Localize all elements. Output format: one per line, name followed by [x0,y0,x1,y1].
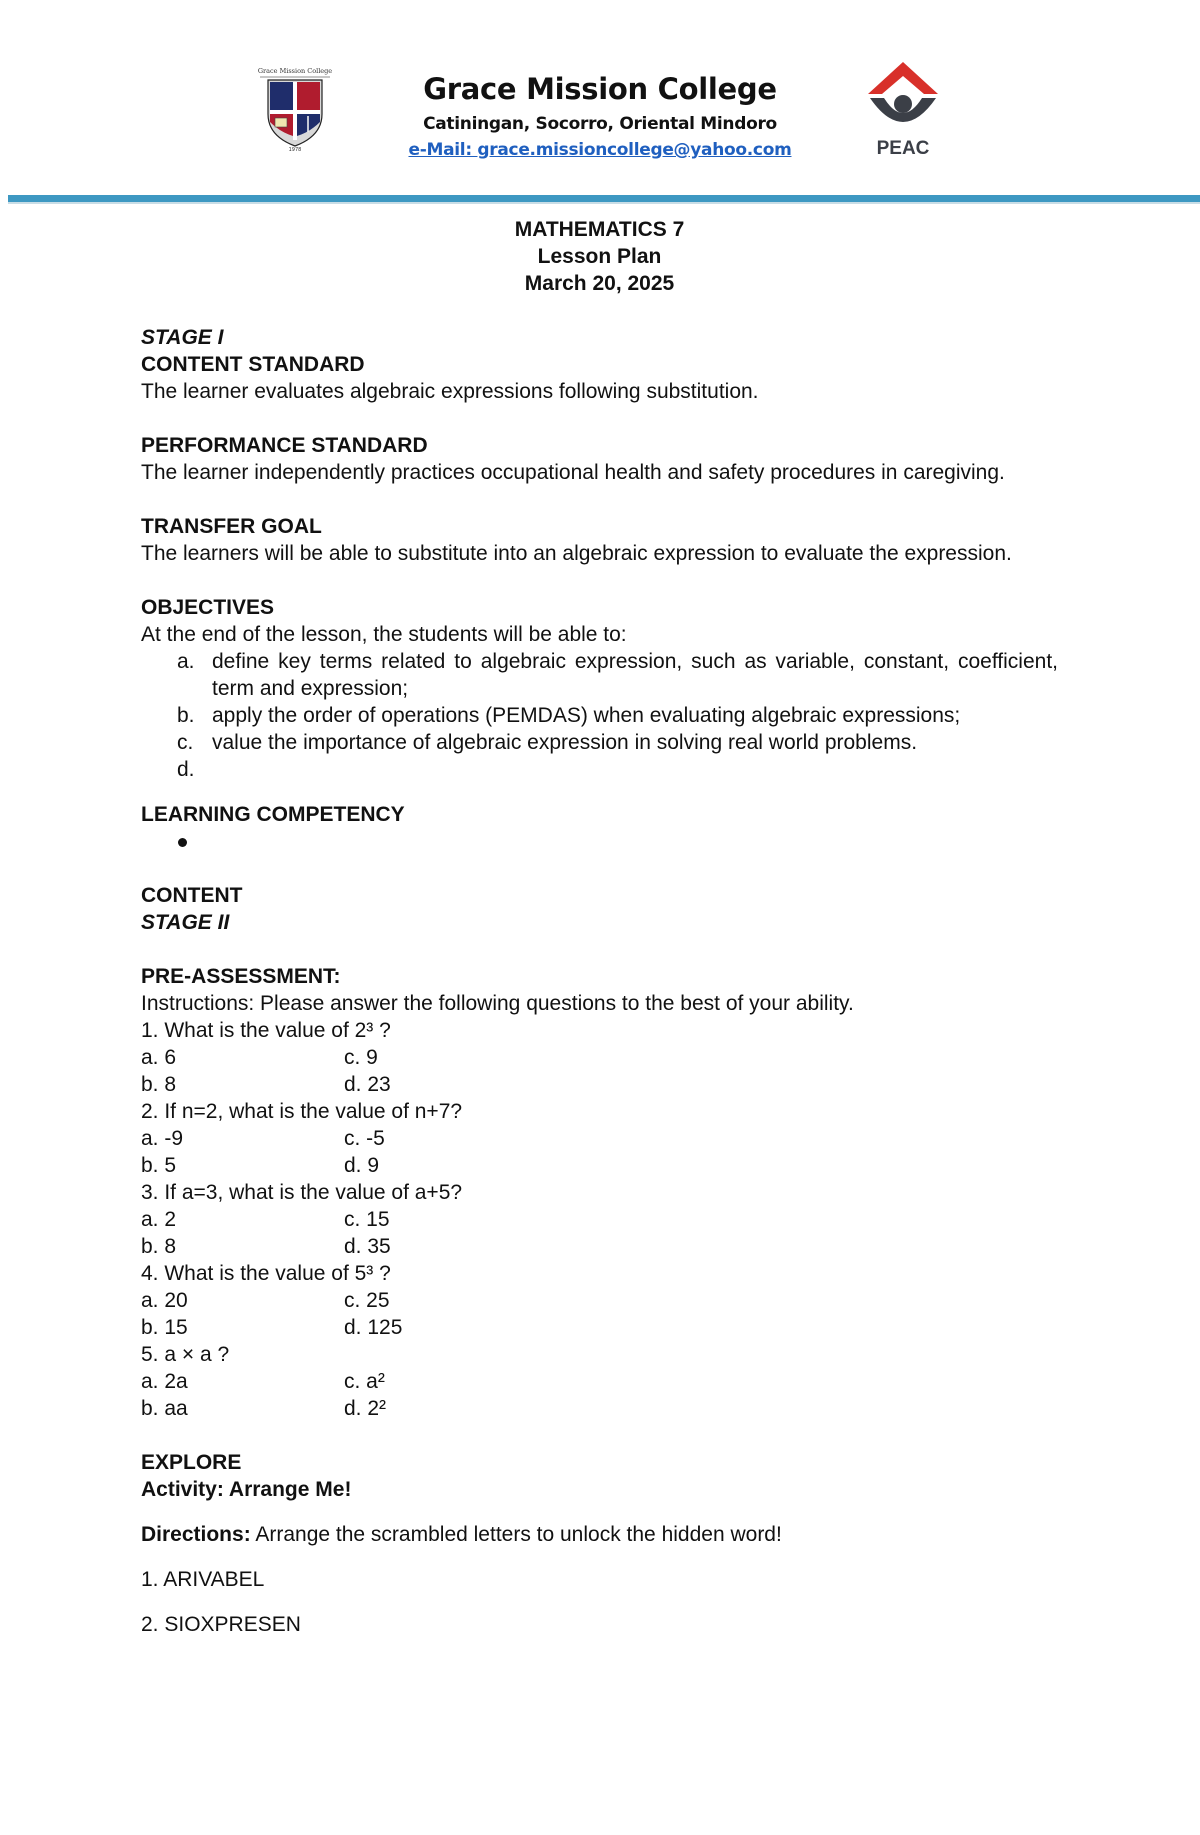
option-a: a. 2a [141,1370,188,1393]
lesson-date: March 20, 2025 [524,272,675,295]
option-b: b. 5 [141,1154,177,1177]
lesson-plan-document [141,216,1058,1638]
question-block [141,1017,1058,1098]
transfer-goal-text: The learners will be able to substitute into an algebraic expression to evaluate the expression. [141,542,1012,565]
content-standard-heading: CONTENT STANDARD [141,353,365,376]
seal-year: 1978 [288,147,302,152]
option-c: c. -5 [344,1127,385,1150]
bullet-icon [178,838,187,847]
objectives-heading: OBJECTIVES [141,596,275,619]
question-text: 2. If n=2, what is the value of n+7? [141,1100,463,1123]
peac-logo [862,58,944,158]
option-b: b. 8 [141,1235,177,1258]
objective-item: c. value the importance of algebraic expression in solving real world problems. [177,731,918,754]
objective-item: a. define key terms related to algebraic expression, such as variable, constant, coefficient, term and expression; [177,650,1058,700]
college-email-link[interactable]: e-Mail: grace.missioncollege@yahoo.com [408,140,792,160]
question-text: 1. What is the value of 2³ ? [141,1019,391,1042]
objectives-list [141,648,1058,783]
header-rule [8,195,1200,202]
option-b: b. 15 [141,1316,188,1339]
option-b: b. aa [141,1397,188,1420]
competency-bullet [141,828,1058,855]
seal-text: Grace Mission College [257,67,333,75]
performance-standard-heading: PERFORMANCE STANDARD [141,434,428,457]
pre-assessment-heading: PRE-ASSESSMENT: [141,965,341,988]
option-b: b. 8 [141,1073,177,1096]
scrambled-word: 2. SIOXPRESEN [141,1613,301,1636]
option-c: c. a² [344,1370,385,1393]
objective-item: b. apply the order of operations (PEMDAS) when evaluating algebraic expressions; [177,704,961,727]
transfer-goal-heading: TRANSFER GOAL [141,515,322,538]
option-c: c. 15 [344,1208,390,1231]
question-text: 3. If a=3, what is the value of a+5? [141,1181,463,1204]
option-a: a. 2 [141,1208,177,1231]
option-d: d. 35 [344,1235,391,1258]
option-d: d. 23 [344,1073,391,1096]
question-text: 4. What is the value of 5³ ? [141,1262,391,1285]
pre-assessment-instructions: Instructions: Please answer the following questions to the best of your ability. [141,992,854,1015]
content-heading: CONTENT [141,884,243,907]
option-d: d. 125 [344,1316,403,1339]
content-standard-text: The learner evaluates algebraic expressions following substitution. [141,380,759,403]
letterhead [0,0,1200,205]
question-block [141,1179,1058,1260]
explore-heading: EXPLORE [141,1451,242,1474]
directions-label: Directions: [141,1523,251,1546]
objective-item: d. [177,758,195,781]
subject-title: MATHEMATICS 7 [514,218,685,241]
peac-label: PEAC [876,138,930,158]
option-c: c. 25 [344,1289,390,1312]
scrambled-word: 1. ARIVABEL [141,1568,265,1591]
directions-line [141,1521,1058,1548]
college-name: Grace Mission College [423,72,777,106]
header-rule-shadow [8,202,1200,204]
question-block [141,1341,1058,1422]
doc-type-title: Lesson Plan [537,245,662,268]
stage-2-label: STAGE II [141,911,230,934]
option-a: a. -9 [141,1127,184,1150]
college-address: Catiningan, Socorro, Oriental Mindoro [423,114,777,134]
objectives-intro: At the end of the lesson, the students will be able to: [141,623,627,646]
directions-text: Arrange the scrambled letters to unlock the hidden word! [250,1523,782,1546]
question-text: 5. a × a ? [141,1343,230,1366]
option-a: a. 6 [141,1046,177,1069]
college-seal-logo [250,66,340,152]
option-d: d. 9 [344,1154,380,1177]
stage-1-label: STAGE I [141,326,224,349]
performance-standard-text: The learner independently practices occupational health and safety procedures in caregiving. [141,461,1005,484]
option-c: c. 9 [344,1046,378,1069]
option-d: d. 2² [344,1397,387,1420]
question-block [141,1098,1058,1179]
question-block [141,1260,1058,1341]
activity-title: Activity: Arrange Me! [141,1478,352,1501]
option-a: a. 20 [141,1289,188,1312]
learning-competency-heading: LEARNING COMPETENCY [141,803,405,826]
